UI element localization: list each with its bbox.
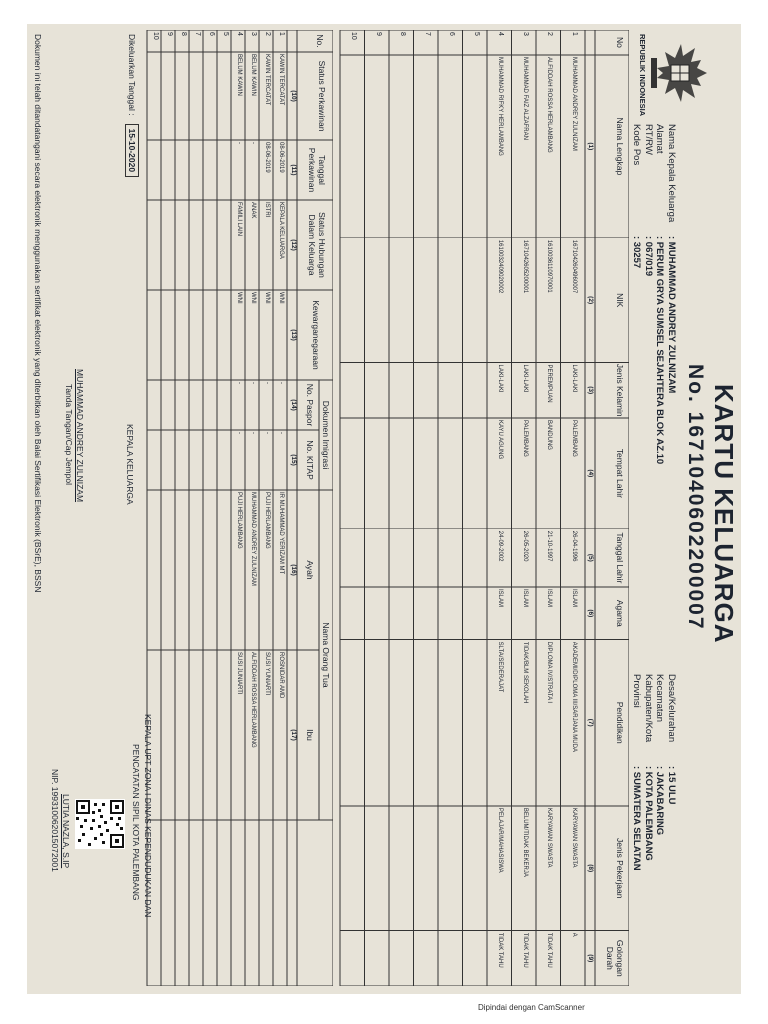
table2-cell: - — [264, 382, 270, 384]
issued-label: Dikeluarkan Tanggal : — [127, 34, 137, 116]
table1-cell: KAYU AGUNG — [497, 419, 504, 460]
table2-row-number: 10 — [152, 32, 159, 40]
label-kepala-keluarga: Nama Kepala Keluarga — [666, 124, 677, 223]
table2-cell: FAMILI LAIN — [236, 202, 242, 237]
table1-cell: 26-04-1996 — [571, 530, 577, 562]
table2-header-orang_tua: Nama Orang Tua — [321, 622, 331, 688]
table1-cell: ISLAM — [522, 588, 528, 607]
table1-cell: TIDAK TAHU — [522, 932, 528, 968]
table1-header-cell: Golongan Darah — [605, 939, 625, 977]
table1-cell: PALEMBANG — [571, 419, 577, 457]
table1-header-cell: Jenis Pekerjaan — [615, 837, 625, 899]
table2-cell: - — [264, 432, 270, 434]
table2-cell: 08-06-2019 — [278, 142, 284, 173]
value-kecamatan: : JAKABARING — [654, 766, 666, 836]
value-kabupaten: : KOTA PALEMBANG — [643, 766, 654, 861]
table1-header-cell: No — [615, 37, 625, 48]
document-rotation-wrapper — [27, 24, 741, 994]
header-info-left — [631, 124, 677, 464]
table2-cell: ISTRI — [264, 202, 270, 218]
table2-column-number: (10) — [290, 90, 297, 102]
table1-cell: DIPLOMA IV/STRATA I — [546, 641, 553, 704]
table1-cell: 26-05-2020 — [522, 530, 528, 562]
table2-row-number: 5 — [222, 32, 229, 36]
label-provinsi: Provinsi — [631, 674, 643, 708]
card-title: KARTU KELUARGA — [709, 384, 739, 644]
table1-cell: ISLAM — [571, 588, 577, 607]
table2-row-number: 4 — [236, 32, 243, 36]
table1-column-number: (8) — [587, 864, 594, 873]
country-label: REPUBLIK INDONESIA — [638, 34, 647, 117]
table2-cell: - — [250, 382, 256, 384]
issued-date: 15-10-2020 — [125, 124, 139, 177]
value-rt-rw: : 067/019 — [643, 236, 654, 277]
table2-cell: WNI — [278, 292, 284, 304]
camscanner-footer: Dipindai dengan CamScanner — [478, 1003, 585, 1012]
table1-cell: ALFIDDAH ROSSA HERLAMBANG — [546, 56, 553, 153]
table2-row-number: 9 — [166, 32, 173, 36]
label-rt-rw: RT/RW — [643, 124, 654, 155]
table1-grid — [339, 30, 629, 986]
table2-cell: WNI — [236, 292, 242, 304]
table2-column-number: (12) — [290, 239, 297, 251]
table1-row-number: 9 — [375, 32, 382, 36]
office-line-2: PENCATATAN SIPIL KOTA PALEMBANG — [131, 744, 141, 901]
table2-header-ibu: Ibu — [305, 729, 315, 741]
table1-row-number: 10 — [350, 32, 358, 40]
table2-cell: KAWIN TERCATAT — [264, 54, 270, 106]
table2-cell: - — [278, 382, 284, 384]
table2-cell: - — [236, 142, 242, 144]
head-signature-title: KEPALA KELUARGA — [125, 424, 135, 505]
table2-cell: ALFIDDAH ROSSA HERLAMBANG — [250, 652, 256, 748]
table1-column-number: (2) — [587, 296, 594, 305]
table1-cell: 24-09-2002 — [497, 530, 504, 562]
table1-row-number: 3 — [522, 32, 529, 36]
table1-cell: KARYAWAN SWASTA — [571, 807, 577, 868]
table1-cell: LAKI-LAKI — [497, 364, 504, 393]
table1-header-cell: Nama Lengkap — [615, 117, 625, 176]
table2-cell: WNI — [250, 292, 256, 304]
value-provinsi: : SUMATERA SELATAN — [631, 766, 643, 871]
table1-cell: 1610032409020002 — [497, 239, 504, 294]
table1-cell: A — [571, 932, 577, 937]
garuda-emblem-icon — [649, 38, 713, 108]
table1-column-number: (6) — [587, 609, 594, 618]
table1-cell: 21-10-1997 — [546, 530, 553, 562]
value-desa: : 15 ULU — [666, 766, 677, 805]
table1-column-number: (3) — [587, 386, 594, 395]
table2-row-number: 1 — [278, 32, 285, 36]
table2-cell: BELUM KAWIN — [236, 54, 242, 96]
table2-header-hubungan: Status Hubungan Dalam Keluarga — [307, 212, 327, 278]
table2-cell: IR MUHAMMAD YERIZAM MT — [278, 492, 284, 575]
table1-column-number: (4) — [587, 469, 594, 478]
table2-cell: PUJI HERLAMBANG — [236, 492, 242, 549]
value-kode-pos: : 30257 — [631, 236, 643, 269]
table1-cell: KARYAWAN SWASTA — [546, 807, 553, 868]
table2-cell: - — [236, 382, 242, 384]
office-line-1: KEPALA UPT ZONA I DINAS KEPENDUDUKAN DAN — [143, 714, 153, 918]
table1-column-number: (1) — [587, 142, 594, 151]
header-info-right — [631, 674, 677, 871]
label-kecamatan: Kecamatan — [654, 674, 666, 723]
table1-cell: ISLAM — [546, 588, 553, 607]
table1-header-cell: Pendidikan — [615, 701, 625, 744]
card-number: No. 1671040602200007 — [684, 364, 707, 631]
table2-row-number: 8 — [180, 32, 187, 36]
table2-header-dokumen: Dokumen Imigrasi — [321, 400, 331, 470]
table1-cell: 1671042604960007 — [571, 239, 577, 294]
table2-cell: - — [236, 432, 242, 434]
table2-header-tanggal: Tanggal Perkawinan — [307, 147, 327, 193]
table1-cell: SLTA/SEDERAJAT — [497, 641, 504, 693]
table2-row-number: 7 — [194, 32, 201, 36]
table2-cell: MUHAMMAD ANDREY ZULNIZAM — [250, 492, 256, 586]
table1-row-number: 1 — [571, 32, 578, 36]
table2-row-number: 2 — [264, 32, 271, 36]
table1-header-cell: Tempat Lahir — [615, 448, 625, 498]
table1-header-cell: Tanggal Lahir — [615, 532, 625, 584]
table2-cell: KEPALA KELUARGA — [278, 202, 284, 259]
table1-header-cell: Jenis Kelamin — [615, 363, 625, 417]
table1-column-number: (7) — [587, 718, 594, 727]
table1-cell: LAKI-LAKI — [571, 364, 577, 393]
table1-column-number: (5) — [587, 553, 594, 562]
table2-cell: ANAK — [250, 202, 256, 219]
table1-cell: 1610036110970001 — [546, 239, 553, 293]
table2-column-number: (11) — [290, 164, 297, 176]
table1-column-number: (9) — [587, 954, 594, 963]
label-desa: Desa/Kelurahan — [666, 674, 677, 743]
table2-column-number: (17) — [290, 729, 297, 741]
table2-cell: - — [250, 432, 256, 434]
table2-cell: - — [278, 432, 284, 434]
table1-cell: PEREMPUAN — [546, 364, 553, 403]
table1-cell: MUHAMMAD RIFKY HERLAMBANG — [497, 56, 504, 156]
table1-cell: PELAJAR/MAHASISWA — [497, 807, 504, 873]
table2-cell: PUJI HERLAMBANG — [264, 492, 270, 549]
table2-cell: - — [250, 142, 256, 144]
table1-row-number: 7 — [424, 32, 431, 36]
table1-cell: LAKI-LAKI — [522, 364, 528, 393]
label-alamat: Alamat — [654, 124, 666, 154]
electronic-signature-disclaimer: Dokumen ini telah ditandatangani secara elektronik menggunakan sertifikat elektronik yang diterbitkan oleh Balai Sertifikasi Elektronik (BSrE), BSSN — [33, 34, 43, 593]
table2-header-no: No. — [315, 34, 325, 48]
table1-cell: PALEMBANG — [522, 419, 528, 457]
label-kode-pos: Kode Pos — [631, 124, 643, 166]
table2-column-number: (14) — [290, 399, 297, 411]
official-nip: NIP. 199310062015072001 — [50, 769, 60, 872]
head-signature-name: MUHAMMAD ANDREY ZULNIZAM — [75, 369, 85, 503]
table2-header-kewarganegaraan: Kewarganegaraan — [311, 300, 321, 370]
value-kepala-keluarga: : MUHAMMAD ANDREY ZULNIZAM — [666, 236, 677, 394]
table1-cell: AKADEMI/DIPLOMA III/SARJANA MUDA — [571, 641, 577, 752]
scanned-photo — [27, 24, 741, 994]
table2-header-ayah: Ayah — [305, 560, 315, 580]
table2-column-number: (16) — [290, 564, 297, 576]
table2-cell: 08-06-2019 — [264, 142, 270, 173]
table1-row-number: 6 — [448, 32, 456, 36]
table1-cell: MUHAMMAD FAIZ ALZAFRAN — [522, 56, 528, 140]
table1-cell: BELUM/TIDAK BEKERJA — [522, 807, 528, 877]
table2-row-number: 6 — [208, 32, 215, 36]
table2-header-status: Status Perkawinan — [317, 60, 327, 132]
head-signature-caption: Tanda Tangan/Cap Jempol — [64, 384, 74, 485]
table1-cell: BANDUNG — [546, 419, 553, 450]
issued-date-row — [125, 34, 139, 177]
table2-header-kitap: No. KITAP — [305, 440, 315, 480]
table2-cell: WNI — [264, 292, 270, 304]
table1-row-number: 5 — [473, 32, 480, 36]
table1-cell: TIDAK/BLM SEKOLAH — [522, 641, 528, 704]
table2-header-paspor: No. Paspor — [305, 383, 315, 427]
table1-cell: MUHAMMAD ANDREY ZULNIZAM — [571, 56, 577, 151]
table1-cell: 1671042605200001 — [522, 239, 528, 294]
table1-row-number: 2 — [546, 32, 554, 36]
family-card-document — [27, 24, 741, 994]
table1-cell: ISLAM — [497, 588, 504, 607]
table1-row-number: 8 — [399, 32, 407, 36]
table2-column-number: (13) — [290, 329, 297, 341]
table1-header-cell: Agama — [615, 599, 625, 627]
table1-header-cell: NIK — [615, 293, 625, 308]
table2-row-number: 3 — [250, 32, 257, 36]
table1-cell: TIDAK TAHU — [546, 932, 553, 968]
table2-cell: SUSI JUNIARTI — [236, 652, 242, 695]
qr-code-icon — [75, 799, 125, 849]
table1-row-number: 4 — [497, 32, 505, 36]
table2-cell: BELUM KAWIN — [250, 54, 256, 96]
official-name: LUTIA NAZLA, S.IP — [61, 794, 71, 869]
table1-cell: TIDAK TAHU — [497, 932, 504, 968]
table2-cell: KAWIN TERCATAT — [278, 54, 284, 106]
label-kabupaten: Kabupaten/Kota — [643, 674, 654, 743]
value-alamat: : PERUM GRYA SUMSEL SEJAHTERA BLOK AZ.10 — [654, 236, 666, 465]
table2-cell: ROSNIDAR AMD — [278, 652, 284, 699]
table2-cell: SUSI YUNIARTI — [264, 652, 270, 696]
table2-column-number: (15) — [290, 454, 297, 466]
